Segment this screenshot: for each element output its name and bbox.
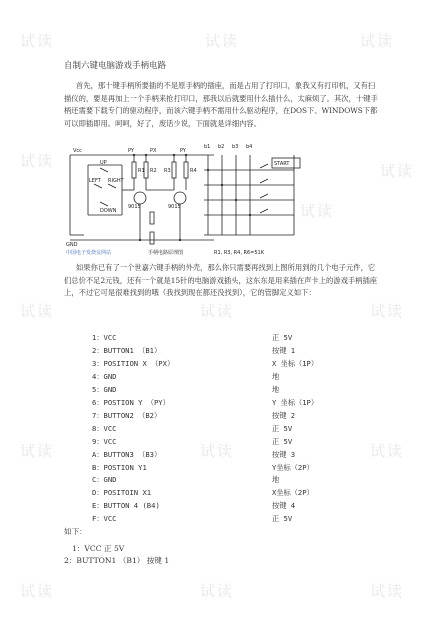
pin-function: 正 5V (272, 514, 293, 524)
pin-number: E：BUTTON 4 (B4) (92, 501, 160, 511)
watermark-text: 试读 (20, 582, 55, 600)
pin-number: 4：GND (92, 371, 117, 381)
down-label: DOWN (100, 208, 117, 214)
pin-number: F：VCC (92, 514, 117, 524)
watermark-text: 试读 (370, 302, 405, 320)
r4-label: R4 (190, 168, 197, 174)
website-label: 中国电子发烧友网站 (66, 250, 112, 256)
pin-number: C：GND (92, 475, 117, 485)
watermark-text: 试读 (370, 442, 405, 460)
transistor1-label: 9015 (128, 204, 141, 210)
tail-line-1: 1：VCC 正 5V (72, 544, 125, 553)
watermark-text: 试读 (200, 442, 235, 460)
watermark-text: 试读 (20, 152, 55, 170)
pin-function: 地 (272, 384, 280, 394)
b3-label: b3 (232, 144, 239, 150)
pin-number: A：BUTTON3 （B3） (92, 449, 162, 459)
tail-line-0: 如下： (64, 527, 87, 536)
pin-number: 1：VCC (92, 333, 117, 342)
watermark-text: 试读 (380, 162, 415, 180)
resistor-values: R1, R3, R4, R6=51K (214, 250, 264, 256)
pin-number: 9：VCC (92, 436, 117, 446)
watermark-text: 试读 (20, 302, 55, 320)
pin-number: 5：GND (92, 384, 117, 394)
diagram-caption: 手柄电路原理图 (148, 250, 184, 256)
pin-function: 地 (272, 475, 280, 485)
watermark-text: 试读 (200, 302, 235, 320)
pin-function: Y 坐标（1P） (272, 397, 319, 407)
up-label: UP (100, 160, 107, 166)
b1-label: b1 (204, 144, 211, 150)
pin-number: D：POSITOIN X1 (92, 488, 152, 498)
pin-function: X 坐标（1P） (272, 358, 319, 368)
pin-function: X坐标（2P） (272, 488, 314, 498)
r3-label: R3 (164, 168, 171, 174)
vcc-label: Vcc (73, 148, 82, 154)
px-label: PX (150, 148, 157, 154)
pin-function: 正 5V (272, 333, 293, 342)
watermark-text: 试读 (205, 32, 240, 50)
watermark-text: 试读 (300, 202, 335, 220)
tail-line-2: 2：BUTTON1 （B1） 按键 1 (64, 556, 170, 565)
pin-number: 8：VCC (92, 423, 117, 433)
pin-function: 按键 2 (272, 410, 296, 420)
pin-number: B：POSTION Y1 (92, 462, 147, 472)
pin-function: 按键 3 (272, 449, 296, 459)
watermark-text: 试读 (20, 442, 55, 460)
left-label: LEFT (89, 178, 101, 184)
b4-label: b4 (246, 144, 253, 150)
document-title: 自制六键电脑游戏手柄电路 (64, 61, 167, 71)
right-label: RIGHT (108, 178, 124, 184)
start-label: START (274, 161, 290, 167)
pin-number: 2：BUTTON1 （B1） (92, 345, 162, 355)
pin-function: 按键 1 (272, 345, 296, 355)
pin-function: 地 (272, 371, 280, 381)
watermark-text: 试读 (200, 582, 235, 600)
intro-paragraph: 首先，那十键手柄所要插的不是原手柄的插座，而是占用了打印口，象我又有打印机，又有扫描仪的，要是再加上一个手柄来抢打印口，那我以后就要用什么插什么，太麻烦了。其次，十键手柄还需要下载专门的驱动程序，而该六键手柄不需用什么驱动程序，在DOS下、WINDOWS下都可以即插即用。呵呵，好了，废话少说，下面就是详细内容。 (64, 81, 378, 128)
pin-number: 6：POSTION Y （PY） (92, 397, 170, 407)
pin-number: 7：BUTTON2 （B2） (92, 410, 162, 420)
pin-function: 正 5V (272, 436, 293, 446)
pin-function: 按键 4 (272, 501, 296, 511)
watermark-text: 试读 (20, 32, 55, 50)
pin-function: 正 5V (272, 423, 293, 433)
watermark-text: 试读 (360, 32, 395, 50)
r2-label: R2 (150, 168, 157, 174)
pin-number: 3：POSITION X （PX） (92, 358, 175, 368)
b2-label: b2 (218, 144, 225, 150)
body-paragraph: 如果你已有了一个世嘉六键手柄的外壳，那么你只需要再找到上图所用到的几个电子元件，它们总价不足2元钱，还有一个就是15针的电脑游戏插头，这东东是用来插在声卡上的游戏手柄插座上，不过它可是很难找到的哦（我找到现在都还没找到），它的管脚定义如下： (64, 263, 378, 297)
gnd-label: GND (66, 242, 78, 248)
pin-function: Y坐标（2P） (272, 462, 314, 472)
watermark-text: 试读 (370, 582, 405, 600)
r1-label: R1 (138, 168, 145, 174)
transistor2-label: 9015 (168, 204, 181, 210)
circuit-diagram (64, 140, 304, 260)
py-label: PY (128, 148, 134, 154)
py2-label: PY (180, 148, 186, 154)
